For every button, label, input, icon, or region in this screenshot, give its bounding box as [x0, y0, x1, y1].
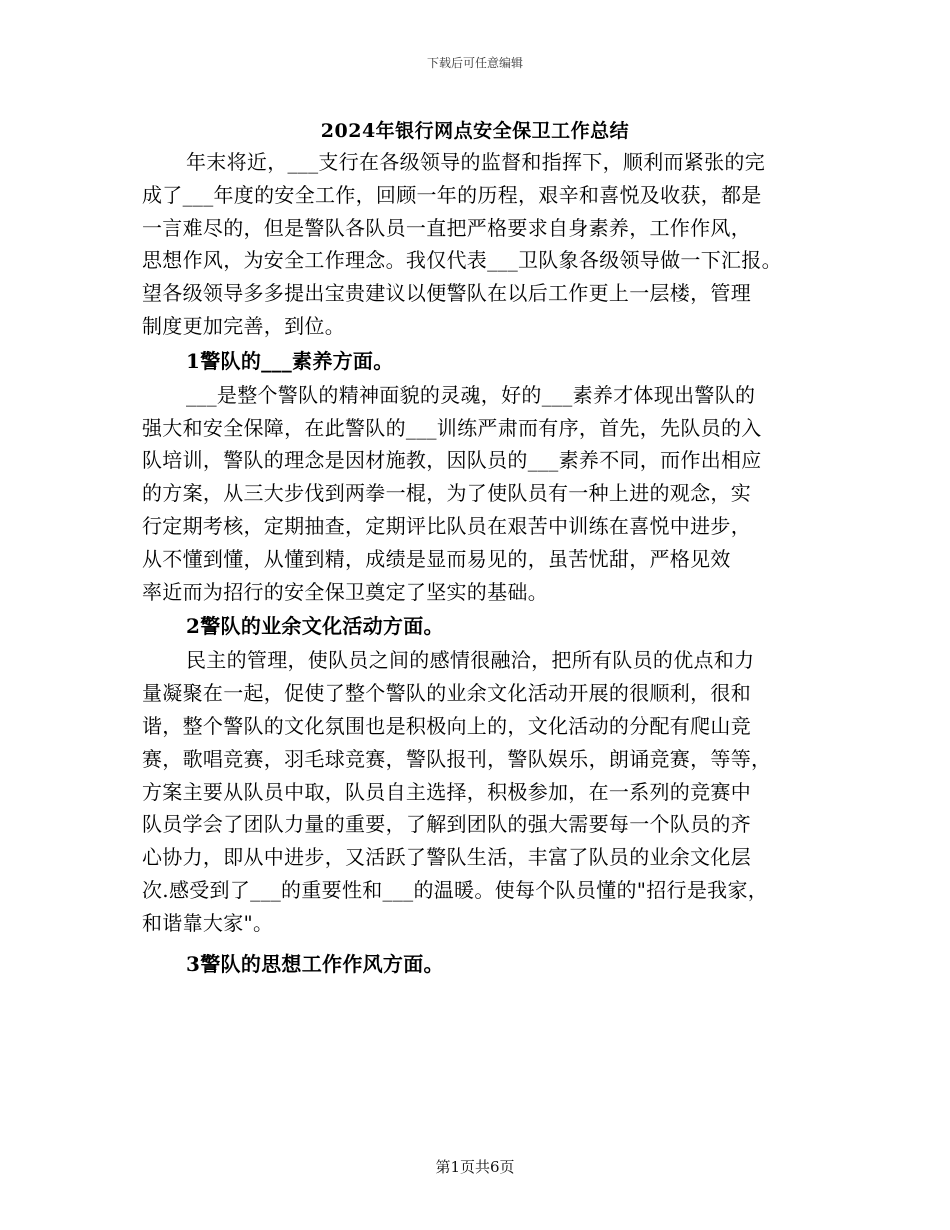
section1-line: 的方案，从三大步伐到两拳一棍，为了使队员有一种上进的观念，实 [142, 481, 751, 506]
intro-line: 年末将近，___支行在各级领导的监督和指挥下，顺利而紧张的完 [186, 150, 765, 174]
section1-line: 队培训，警队的理念是因材施教，因队员的___素养不同，而作出相应 [142, 448, 762, 473]
section2-line: 量凝聚在一起，促使了整个警队的业余文化活动开展的很顺利，很和 [142, 681, 751, 706]
section2-line: 队员学会了团队力量的重要，了解到团队的强大需要每一个队员的齐 [142, 812, 751, 837]
page-number-footer: 第1页共6页 [435, 1158, 515, 1176]
document-body [142, 146, 822, 982]
header-note: 下载后可任意编辑 [426, 56, 523, 70]
section2-line: 谐，整个警队的文化氛围也是积极向上的，文化活动的分配有爬山竞 [142, 713, 751, 738]
section2-line: 方案主要从队员中取，队员自主选择，积极参加，在一系列的竞赛中 [142, 779, 751, 804]
section1-line: 率近而为招行的安全保卫奠定了坚实的基础。 [142, 579, 548, 604]
intro-line: 制度更加完善，到位。 [142, 313, 345, 338]
section2-line: 和谐靠大家"。 [142, 910, 274, 935]
section1-line: 行定期考核，定期抽查，定期评比队员在艰苦中训练在喜悦中进步， [142, 513, 751, 538]
section2-line: 次.感受到了___的重要性和___的温暖。使每个队员懂的"招行是我家， [142, 877, 769, 902]
section2-line: 民主的管理，使队员之间的感情很融洽，把所有队员的优点和力 [186, 648, 755, 673]
section1-line: ___是整个警队的精神面貌的灵魂，好的___素养才体现出警队的 [186, 382, 756, 407]
intro-line: 一言难尽的，但是警队各队员一直把严格要求自身素养，工作作风， [142, 215, 751, 240]
section-heading-3: 3警队的思想工作作风方面。 [186, 951, 444, 976]
intro-line: 成了___年度的安全工作，回顾一年的历程，艰辛和喜悦及收获，都是 [142, 182, 762, 207]
section-heading-2: 2警队的业余文化活动方面。 [186, 614, 444, 639]
section1-line: 强大和安全保障，在此警队的___训练严肃而有序，首先，先队员的入 [142, 415, 762, 440]
section1-line: 从不懂到懂，从懂到精，成绩是显而易见的，虽苦忧甜，严格见效 [142, 546, 731, 571]
intro-line: 望各级领导多多提出宝贵建议以便警队在以后工作更上一层楼，管理 [142, 281, 751, 306]
section-heading-1: 1警队的___素养方面。 [186, 348, 394, 373]
section2-line: 心协力，即从中进步，又活跃了警队生活，丰富了队员的业余文化层 [142, 845, 751, 870]
intro-line: 思想作风，为安全工作理念。我仅代表___卫队象各级领导做一下汇报。 [142, 248, 782, 273]
document-title: 2024年银行网点安全保卫工作总结 [320, 120, 630, 142]
section2-line: 赛，歌唱竞赛，羽毛球竞赛，警队报刊，警队娱乐，朗诵竞赛，等等， [142, 746, 772, 771]
